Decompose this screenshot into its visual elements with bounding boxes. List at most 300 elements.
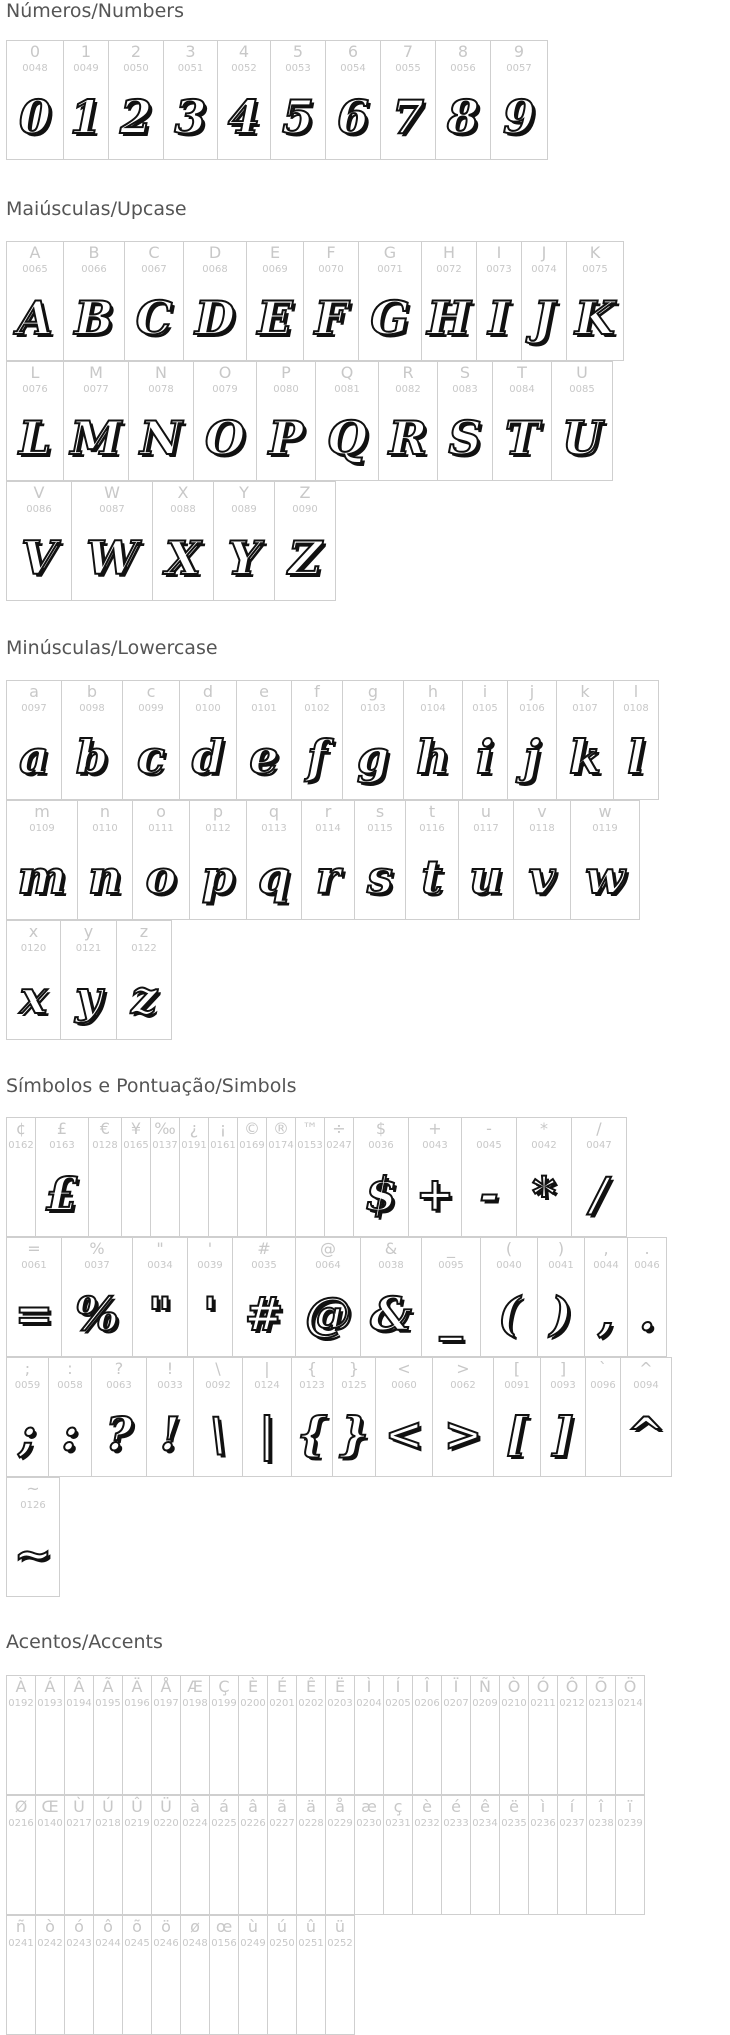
character-label: V [33, 483, 45, 502]
glyph-preview [529, 1834, 557, 1910]
character-code: 0059 [14, 1380, 41, 1391]
glyph-preview [413, 1834, 441, 1910]
character-code: 0121 [75, 943, 102, 954]
character-label: } [348, 1359, 360, 1378]
glyph-preview: p [201, 850, 235, 904]
glyph-cell-0039 [187, 1237, 233, 1357]
character-code: 0219 [124, 1818, 150, 1829]
character-code: 0250 [269, 1938, 295, 1949]
character-label: Å [160, 1677, 172, 1696]
glyph-preview: C [135, 291, 173, 345]
character-code: 0126 [20, 1500, 46, 1511]
glyph-preview [355, 1834, 383, 1910]
glyph-preview [210, 1954, 238, 2030]
character-label: Ç [218, 1677, 230, 1696]
character-label: > [456, 1359, 470, 1378]
character-label: œ [215, 1917, 233, 1936]
character-code: 0249 [240, 1938, 266, 1949]
glyph-preview [65, 1954, 93, 2030]
glyph-preview [297, 1954, 325, 2030]
glyph-cell-0034 [132, 1237, 188, 1357]
character-code: 0112 [205, 823, 231, 834]
character-label: i [482, 682, 488, 701]
character-label: L [30, 363, 40, 382]
character-code: 0234 [472, 1818, 498, 1829]
character-code: 0245 [124, 1938, 150, 1949]
character-code: 0084 [509, 384, 535, 395]
glyph-preview: H [427, 291, 471, 345]
glyph-row [6, 1795, 644, 1915]
character-code: 0051 [177, 63, 204, 74]
glyph-cell-0103 [342, 680, 404, 800]
character-label: 5 [292, 42, 304, 61]
glyph-cell-0165 [121, 1117, 151, 1237]
glyph-cell-0085 [551, 361, 613, 481]
glyph-preview [152, 1714, 180, 1790]
character-code: 0108 [623, 703, 649, 714]
character-label: 7 [402, 42, 414, 61]
glyph-preview: v [528, 850, 556, 904]
character-code: 0241 [8, 1938, 34, 1949]
character-code: 0102 [304, 703, 330, 714]
character-code: 0075 [582, 264, 608, 275]
glyph-cell-0057 [490, 40, 548, 160]
character-code: 0045 [476, 1140, 502, 1151]
character-code: 0060 [391, 1380, 417, 1391]
glyph-cell-0050 [108, 40, 164, 160]
glyph-cell-0241 [6, 1915, 36, 2035]
glyph-cell-0095 [421, 1237, 481, 1357]
glyph-preview: B [74, 291, 114, 345]
glyph-cell-0214 [615, 1675, 645, 1795]
glyph-cell-0230 [354, 1795, 384, 1915]
glyph-preview: A [17, 291, 53, 345]
character-code: 0232 [414, 1818, 440, 1829]
glyph-preview: $ [364, 1167, 397, 1221]
glyph-preview: u [469, 850, 503, 904]
glyph-preview: £ [45, 1167, 78, 1221]
glyph-cell-0205 [383, 1675, 413, 1795]
glyph-preview: ( [498, 1287, 520, 1341]
character-code: 0042 [531, 1140, 557, 1151]
glyph-cell-0042 [516, 1117, 572, 1237]
glyph-cell-0100 [179, 680, 237, 800]
character-label: Ö [623, 1677, 637, 1696]
character-code: 0072 [436, 264, 462, 275]
glyph-preview [558, 1834, 586, 1910]
character-label: / [596, 1119, 602, 1138]
character-label: © [244, 1119, 260, 1138]
character-label: l [633, 682, 639, 701]
glyph-preview: w [585, 850, 625, 904]
character-label: ™ [302, 1119, 318, 1138]
glyph-cell-0045 [461, 1117, 517, 1237]
character-label: : [67, 1359, 73, 1378]
character-label: S [459, 363, 471, 382]
character-code: 0076 [22, 384, 48, 395]
glyph-cell-0194 [64, 1675, 94, 1795]
glyph-cell-0065 [6, 241, 64, 361]
glyph-preview [210, 1714, 238, 1790]
character-code: 0123 [299, 1380, 325, 1391]
character-label: 4 [238, 42, 250, 61]
character-label: € [99, 1119, 111, 1138]
character-code: 0244 [95, 1938, 121, 1949]
character-label: $ [375, 1119, 387, 1138]
glyph-cell-0192 [6, 1675, 36, 1795]
glyph-preview [7, 1954, 35, 2030]
character-code: 0213 [588, 1698, 614, 1709]
glyph-preview: t [421, 850, 443, 904]
glyph-cell-0044 [584, 1237, 628, 1357]
glyph-preview [180, 1156, 208, 1232]
character-label: 2 [130, 42, 142, 61]
glyph-cell-0099 [122, 680, 180, 800]
glyph-cell-0231 [383, 1795, 413, 1915]
glyph-cell-0239 [615, 1795, 645, 1915]
character-code: 0037 [84, 1260, 110, 1271]
glyph-preview: U [561, 411, 603, 465]
character-code: 0053 [285, 63, 311, 74]
glyph-preview [587, 1834, 615, 1910]
glyph-cell-0051 [163, 40, 218, 160]
glyph-preview [65, 1714, 93, 1790]
character-label: p [212, 802, 224, 821]
glyph-preview: { [297, 1407, 327, 1461]
character-label: ? [114, 1359, 124, 1378]
glyph-preview: ? [105, 1407, 133, 1461]
glyph-preview: g [356, 730, 390, 784]
glyph-preview: / [590, 1167, 608, 1221]
character-label: ¥ [130, 1119, 142, 1138]
character-code: 0137 [152, 1140, 178, 1151]
character-code: 0224 [182, 1818, 208, 1829]
glyph-preview [558, 1714, 586, 1790]
character-label: R [402, 363, 414, 382]
character-label: E [269, 243, 281, 262]
glyph-preview [238, 1156, 266, 1232]
glyph-cell-0161 [208, 1117, 238, 1237]
glyph-cell-0204 [354, 1675, 384, 1795]
character-label: ¡ [219, 1119, 227, 1138]
glyph-cell-0041 [537, 1237, 585, 1357]
glyph-row [6, 1357, 671, 1477]
glyph-preview: 1 [69, 90, 102, 144]
character-code: 0089 [231, 504, 257, 515]
glyph-cell-0076 [6, 361, 64, 481]
character-label: Í [395, 1677, 401, 1696]
glyph-preview: a [19, 730, 49, 784]
glyph-preview [587, 1714, 615, 1790]
character-label: U [576, 363, 588, 382]
character-code: 0218 [95, 1818, 121, 1829]
character-code: 0192 [8, 1698, 34, 1709]
glyph-row [6, 241, 623, 361]
character-code: 0243 [66, 1938, 92, 1949]
glyph-preview [471, 1714, 499, 1790]
glyph-preview: q [257, 850, 291, 904]
glyph-preview: . [638, 1287, 655, 1341]
glyph-cell-0059 [6, 1357, 49, 1477]
glyph-cell-0243 [64, 1915, 94, 2035]
glyph-cell-0040 [480, 1237, 538, 1357]
glyph-preview: S [448, 411, 482, 465]
character-label: = [27, 1239, 41, 1258]
glyph-preview [413, 1714, 441, 1790]
glyph-cell-0078 [128, 361, 194, 481]
glyph-cell-0203 [325, 1675, 355, 1795]
character-label: ÷ [332, 1119, 346, 1138]
character-label: Ñ [479, 1677, 491, 1696]
glyph-cell-0153 [295, 1117, 325, 1237]
glyph-cell-0069 [246, 241, 304, 361]
character-label: ø [190, 1917, 200, 1936]
character-code: 0162 [8, 1140, 34, 1151]
glyph-cell-0073 [476, 241, 522, 361]
character-label: r [324, 802, 332, 821]
character-label: ® [273, 1119, 289, 1138]
character-code: 0034 [147, 1260, 173, 1271]
character-code: 0078 [148, 384, 174, 395]
glyph-cell-0251 [296, 1915, 326, 2035]
glyph-preview [123, 1714, 151, 1790]
glyph-cell-0216 [6, 1795, 36, 1915]
glyph-preview: z [130, 970, 158, 1024]
glyph-preview [151, 1156, 179, 1232]
glyph-preview: Z [288, 531, 322, 585]
glyph-preview: Y [227, 531, 261, 585]
glyph-preview: f [307, 730, 327, 784]
character-label: + [428, 1119, 442, 1138]
character-label: e [259, 682, 269, 701]
character-code: 0092 [205, 1380, 231, 1391]
glyph-preview: 5 [281, 90, 314, 144]
glyph-preview [65, 1834, 93, 1910]
character-label: ( [505, 1239, 513, 1258]
character-code: 0033 [157, 1380, 183, 1391]
character-label: Ü [160, 1797, 172, 1816]
character-label: T [517, 363, 527, 382]
character-code: 0226 [240, 1818, 266, 1829]
glyph-preview: " [148, 1287, 172, 1341]
character-label: I [496, 243, 502, 262]
character-label: ) [557, 1239, 565, 1258]
character-label: Û [131, 1797, 143, 1816]
glyph-preview [326, 1714, 354, 1790]
character-code: 0081 [334, 384, 360, 395]
character-code: 0227 [269, 1818, 295, 1829]
character-code: 0165 [123, 1140, 149, 1151]
glyph-cell-0209 [470, 1675, 500, 1795]
glyph-cell-0113 [246, 800, 302, 920]
glyph-row [6, 1915, 354, 2035]
glyph-preview [239, 1954, 267, 2030]
glyph-cell-0196 [122, 1675, 152, 1795]
character-label: D [208, 243, 222, 262]
character-code: 0214 [617, 1698, 643, 1709]
character-code: 0124 [254, 1380, 280, 1391]
glyph-preview: % [75, 1287, 119, 1341]
character-code: 0122 [131, 943, 157, 954]
character-code: 0093 [550, 1380, 576, 1391]
character-code: 0036 [368, 1140, 394, 1151]
character-code: 0096 [590, 1380, 616, 1391]
character-code: 0066 [81, 264, 107, 275]
character-label: A [29, 243, 41, 262]
character-code: 0044 [593, 1260, 619, 1271]
glyph-cell-0055 [380, 40, 436, 160]
character-code: 0169 [239, 1140, 265, 1151]
glyph-preview: j [523, 730, 541, 784]
glyph-cell-0107 [556, 680, 614, 800]
character-code: 0236 [530, 1818, 556, 1829]
glyph-cell-0075 [566, 241, 624, 361]
character-label: á [219, 1797, 229, 1816]
glyph-cell-0116 [405, 800, 459, 920]
glyph-cell-0197 [151, 1675, 181, 1795]
glyph-preview: b [75, 730, 109, 784]
glyph-cell-0054 [325, 40, 381, 160]
character-code: 0043 [422, 1140, 448, 1151]
glyph-cell-0049 [63, 40, 109, 160]
character-label: N [155, 363, 167, 382]
glyph-cell-0224 [180, 1795, 210, 1915]
glyph-cell-0119 [570, 800, 640, 920]
glyph-cell-0033 [146, 1357, 194, 1477]
glyph-cell-0122 [116, 920, 172, 1040]
character-code: 0193 [37, 1698, 63, 1709]
character-label: Ä [131, 1677, 143, 1696]
glyph-preview [209, 1156, 237, 1232]
glyph-preview: & [370, 1287, 412, 1341]
character-label: ä [306, 1797, 316, 1816]
character-label: é [451, 1797, 461, 1816]
character-label: Z [299, 483, 311, 502]
glyph-preview [36, 1954, 64, 2030]
character-code: 0065 [22, 264, 48, 275]
glyph-preview: 8 [446, 90, 479, 144]
glyph-cell-0066 [63, 241, 125, 361]
glyph-cell-0094 [620, 1357, 672, 1477]
glyph-cell-0169 [237, 1117, 267, 1237]
glyph-cell-0043 [408, 1117, 462, 1237]
character-code: 0113 [261, 823, 287, 834]
character-code: 0082 [395, 384, 421, 395]
glyph-cell-0128 [88, 1117, 122, 1237]
glyph-cell-0047 [571, 1117, 627, 1237]
character-label: 9 [513, 42, 525, 61]
glyph-preview: c [136, 730, 165, 784]
character-label: u [480, 802, 492, 821]
character-label: ö [161, 1917, 171, 1936]
glyph-preview: o [145, 850, 177, 904]
glyph-cell-0212 [557, 1675, 587, 1795]
character-label: , [603, 1239, 609, 1258]
glyph-cell-0104 [403, 680, 463, 800]
character-label: ¢ [15, 1119, 27, 1138]
glyph-preview: ! [159, 1407, 181, 1461]
character-code: 0201 [269, 1698, 295, 1709]
glyph-cell-0118 [513, 800, 571, 920]
character-label: À [15, 1677, 27, 1696]
character-label: Æ [187, 1677, 203, 1696]
glyph-preview: l [627, 730, 645, 784]
glyph-preview: | [258, 1407, 276, 1461]
glyph-cell-0237 [557, 1795, 587, 1915]
character-label: ê [480, 1797, 490, 1816]
character-label: È [247, 1677, 259, 1696]
glyph-cell-0242 [35, 1915, 65, 2035]
character-code: 0094 [633, 1380, 659, 1391]
glyph-preview: - [479, 1167, 499, 1221]
glyph-cell-0048 [6, 40, 64, 160]
glyph-preview [7, 1834, 35, 1910]
glyph-preview [355, 1714, 383, 1790]
glyph-cell-0126 [6, 1477, 60, 1597]
character-code: 0110 [92, 823, 118, 834]
character-label: g [367, 682, 379, 701]
glyph-cell-0090 [274, 481, 336, 601]
character-code: 0230 [356, 1818, 382, 1829]
glyph-preview [471, 1834, 499, 1910]
character-code: 0046 [634, 1260, 660, 1271]
glyph-preview [529, 1714, 557, 1790]
glyph-preview: V [21, 531, 57, 585]
character-label: o [156, 802, 166, 821]
character-label: % [89, 1239, 105, 1258]
character-code: 0086 [26, 504, 52, 515]
glyph-cell-0087 [71, 481, 153, 601]
character-label: M [89, 363, 103, 382]
glyph-cell-0213 [586, 1675, 616, 1795]
character-label: B [88, 243, 100, 262]
glyph-cell-0092 [193, 1357, 243, 1477]
glyph-cell-0217 [64, 1795, 94, 1915]
glyph-cell-0088 [152, 481, 214, 601]
character-code: 0197 [153, 1698, 179, 1709]
character-label: õ [132, 1917, 142, 1936]
character-label: c [146, 682, 156, 701]
character-code: 0228 [298, 1818, 324, 1829]
glyph-cell-0206 [412, 1675, 442, 1795]
glyph-cell-0117 [458, 800, 514, 920]
character-label: ë [509, 1797, 519, 1816]
glyph-preview [268, 1714, 296, 1790]
character-label: t [428, 802, 436, 821]
character-label: - [486, 1119, 492, 1138]
character-label: x [28, 922, 39, 941]
glyph-row [6, 40, 547, 160]
character-code: 0079 [212, 384, 238, 395]
character-label: k [580, 682, 590, 701]
glyph-cell-0063 [91, 1357, 147, 1477]
character-label: \ [215, 1359, 221, 1378]
glyph-cell-0120 [6, 920, 61, 1040]
character-code: 0067 [141, 264, 167, 275]
character-label: 8 [457, 42, 469, 61]
glyph-preview [296, 1156, 324, 1232]
glyph-preview: * [531, 1167, 557, 1221]
character-label: â [248, 1797, 258, 1816]
glyph-preview [326, 1834, 354, 1910]
glyph-cell-0106 [507, 680, 557, 800]
character-label: ã [277, 1797, 287, 1816]
character-code: 0062 [450, 1380, 476, 1391]
character-code: 0220 [153, 1818, 179, 1829]
glyph-preview [89, 1156, 121, 1232]
character-code: 0238 [588, 1818, 614, 1829]
glyph-preview: d [191, 730, 225, 784]
